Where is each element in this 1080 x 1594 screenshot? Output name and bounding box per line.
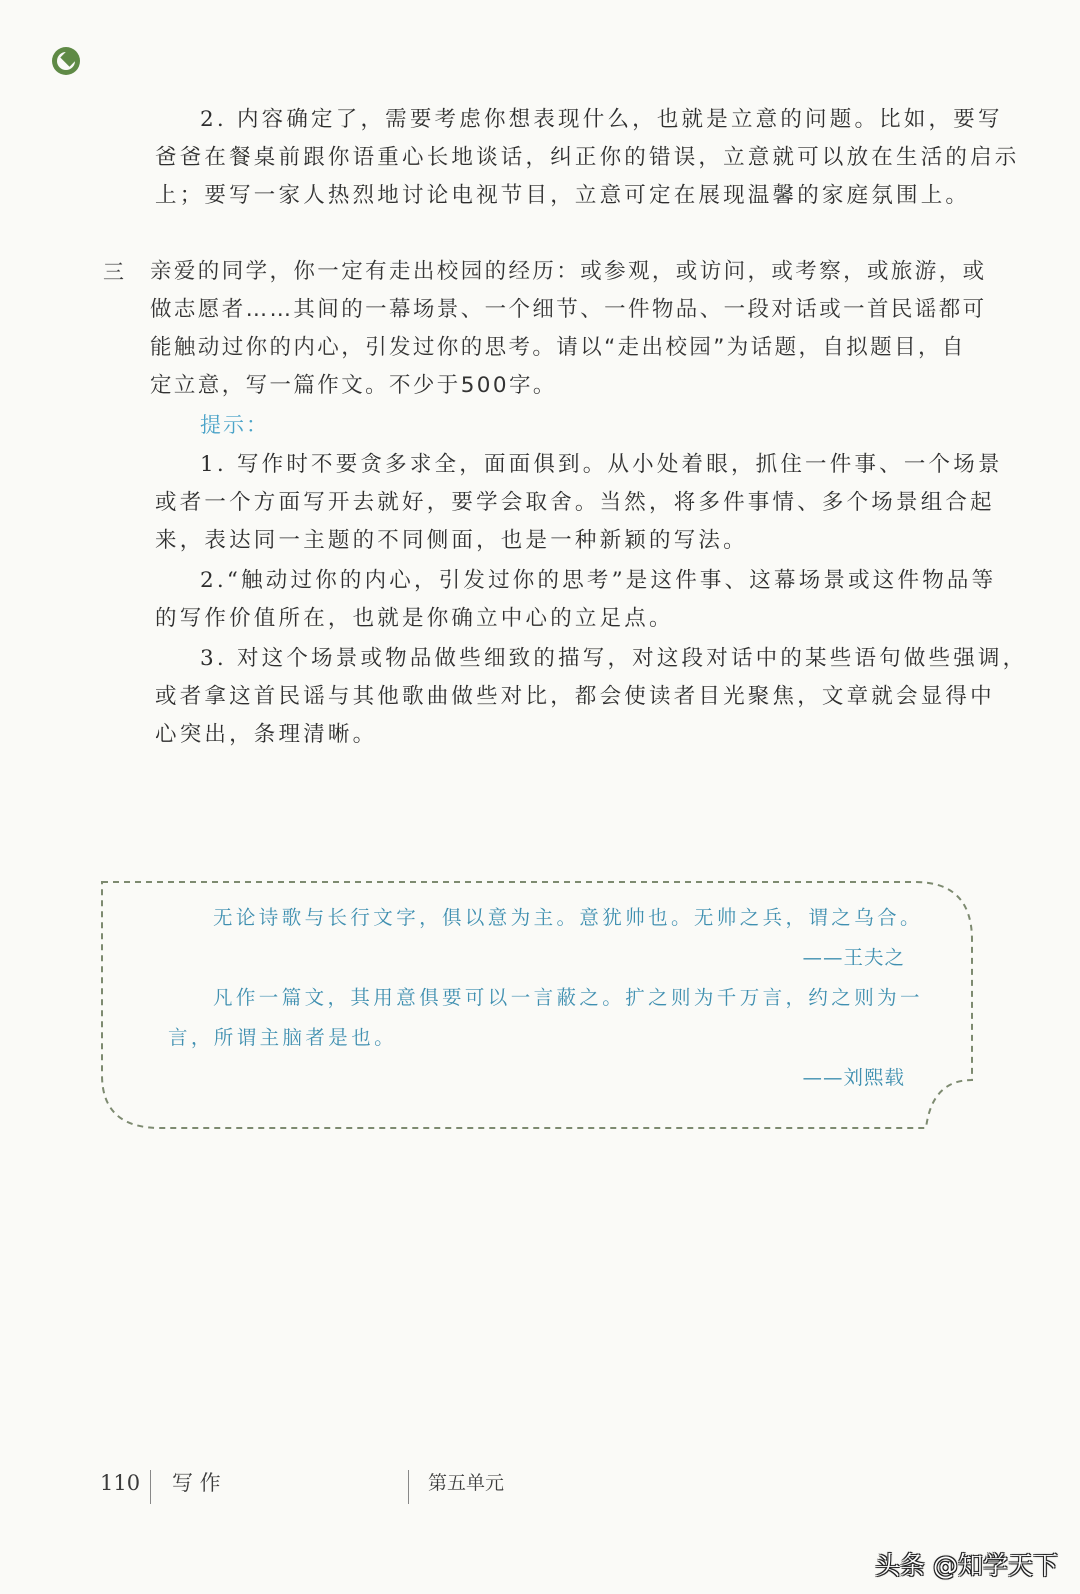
footer-divider xyxy=(408,1470,409,1504)
text-line: 爸爸在餐桌前跟你语重心长地谈话，纠正你的错误，立意就可以放在生活的启示 xyxy=(155,145,1020,170)
quote-author: ——刘熙载 xyxy=(802,1066,905,1089)
section-number: 三 xyxy=(103,260,124,284)
prompt-line: 能触动过你的内心，引发过你的思考。请以“走出校园”为话题，自拟题目，自 xyxy=(150,335,966,360)
prompt-line: 定立意，写一篇作文。不少于500字。 xyxy=(150,373,557,398)
tip-line: 来，表达同一主题的不同侧面，也是一种新颖的写法。 xyxy=(155,528,748,553)
tip-line: 或者拿这首民谣与其他歌曲做些对比，都会使读者目光聚焦，文章就会显得中 xyxy=(155,684,995,709)
prompt-line: 做志愿者……其间的一幕场景、一个细节、一件物品、一段对话或一首民谣都可 xyxy=(150,297,987,322)
quote-text: 凡作一篇文，其用意俱要可以一言蔽之。扩之则为千万言，约之则为一 xyxy=(213,986,923,1009)
text-line: 2. 内容确定了，需要考虑你想表现什么，也就是立意的问题。比如，要写 xyxy=(200,107,1003,132)
quote-author: ——王夫之 xyxy=(802,946,905,969)
green-leaf-badge-icon xyxy=(52,47,80,75)
tip-line: 或者一个方面写开去就好，要学会取舍。当然，将多件事情、多个场景组合起 xyxy=(155,490,995,515)
footer-section-label: 写 作 xyxy=(172,1471,221,1495)
tip-line: 1. 写作时不要贪多求全，面面俱到。从小处着眼，抓住一件事、一个场景 xyxy=(200,452,1003,477)
footer-divider xyxy=(150,1470,151,1504)
footer-unit-label: 第五单元 xyxy=(428,1472,505,1494)
tip-line: 3. 对这个场景或物品做些细致的描写，对这段对话中的某些语句做些强调， xyxy=(200,646,1028,671)
tip-line: 的写作价值所在，也就是你确立中心的立足点。 xyxy=(155,606,674,631)
text-line: 上；要写一家人热烈地讨论电视节目，立意可定在展现温馨的家庭氛围上。 xyxy=(155,183,971,208)
tip-line: 2.“触动过你的内心，引发过你的思考”是这件事、这幕场景或这件物品等 xyxy=(200,568,997,593)
quote-text: 无论诗歌与长行文字，俱以意为主。意犹帅也。无帅之兵，谓之乌合。 xyxy=(213,906,923,929)
watermark: 头条 @知学天下 xyxy=(875,1551,1058,1580)
quote-box xyxy=(100,880,975,1130)
tip-line: 心突出，条理清晰。 xyxy=(155,722,378,747)
quote-text: 言，所谓主脑者是也。 xyxy=(168,1026,398,1049)
page-number: 110 xyxy=(100,1471,141,1495)
prompt-line: 亲爱的同学，你一定有走出校园的经历：或参观，或访问，或考察，或旅游，或 xyxy=(150,259,987,284)
tips-heading: 提示： xyxy=(200,413,269,437)
